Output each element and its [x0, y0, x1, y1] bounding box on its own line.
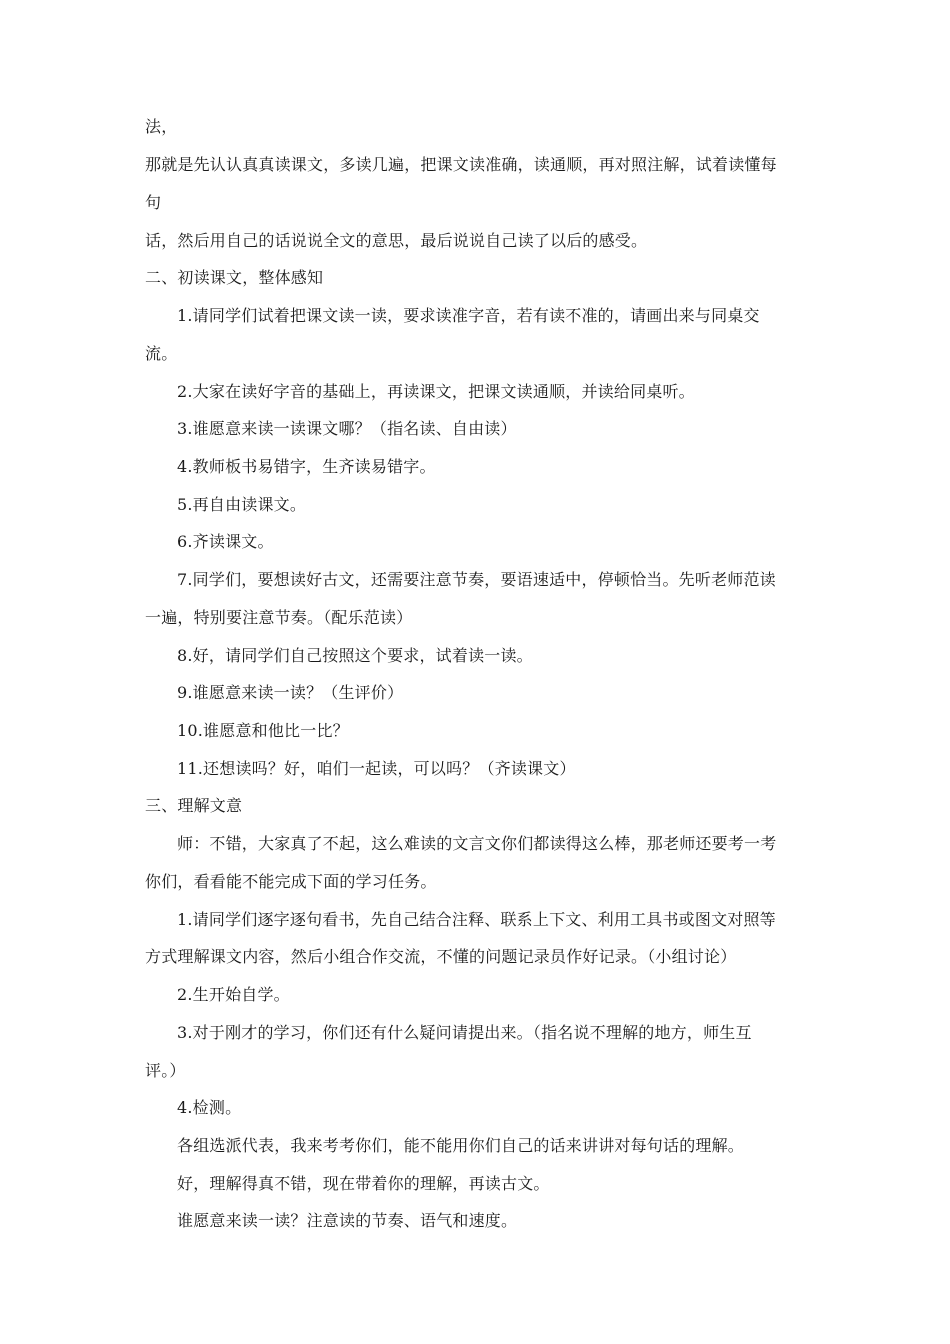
- list-item: 2.生开始自学。: [177, 985, 290, 1004]
- list-item: 3.对于刚才的学习，你们还有什么疑问请提出来。（指名说不理解的地方，师生互: [177, 1023, 752, 1042]
- list-item: 4.检测。: [177, 1098, 242, 1117]
- list-item: 9.谁愿意来读一读？（生评价）: [177, 683, 404, 702]
- text-line: 评。）: [145, 1061, 186, 1080]
- list-item: 1.请同学们试着把课文读一读，要求读准字音，若有读不准的，请画出来与同桌交: [177, 306, 760, 325]
- text-line: 一遍，特别要注意节奏。（配乐范读）: [145, 608, 413, 627]
- text-line: 法，: [145, 117, 178, 136]
- text-line: 师：不错，大家真了不起，这么难读的文言文你们都读得这么棒，那老师还要考一考: [177, 834, 777, 853]
- text-line: 流。: [145, 344, 178, 363]
- list-item: 8.好，请同学们自己按照这个要求，试着读一读。: [177, 646, 533, 665]
- section-heading: 二、初读课文，整体感知: [145, 268, 324, 287]
- text-line: 方式理解课文内容，然后小组合作交流，不懂的问题记录员作好记录。（小组讨论）: [145, 947, 737, 966]
- list-item: 5.再自由读课文。: [177, 495, 307, 514]
- list-item: 2.大家在读好字音的基础上，再读课文，把课文读通顺，并读给同桌听。: [177, 382, 695, 401]
- text-line: 好，理解得真不错，现在带着你的理解，再读古文。: [177, 1174, 550, 1193]
- text-line: 各组选派代表，我来考考你们，能不能用你们自己的话来讲讲对每句话的理解。: [177, 1136, 745, 1155]
- list-item: 6.齐读课文。: [177, 532, 274, 551]
- text-line: 那就是先认认真真读课文，多读几遍，把课文读准确，读通顺，再对照注解，试着读懂每: [145, 155, 777, 174]
- text-line: 谁愿意来读一读？注意读的节奏、语气和速度。: [177, 1211, 518, 1230]
- list-item: 10.谁愿意和他比一比？: [177, 721, 349, 740]
- list-item: 4.教师板书易错字，生齐读易错字。: [177, 457, 436, 476]
- text-line: 话，然后用自己的话说说全文的意思，最后说说自己读了以后的感受。: [145, 231, 648, 250]
- text-line: 你们，看看能不能完成下面的学习任务。: [145, 872, 437, 891]
- list-item: 3.谁愿意来读一读课文哪？（指名读、自由读）: [177, 419, 517, 438]
- section-heading: 三、理解文意: [145, 796, 243, 815]
- list-item: 11.还想读吗？好，咱们一起读，可以吗？（齐读课文）: [177, 759, 576, 778]
- text-line: 句: [145, 193, 162, 212]
- list-item: 7.同学们，要想读好古文，还需要注意节奏，要语速适中，停顿恰当。先听老师范读: [177, 570, 776, 589]
- list-item: 1.请同学们逐字逐句看书，先自己结合注释、联系上下文、利用工具书或图文对照等: [177, 910, 776, 929]
